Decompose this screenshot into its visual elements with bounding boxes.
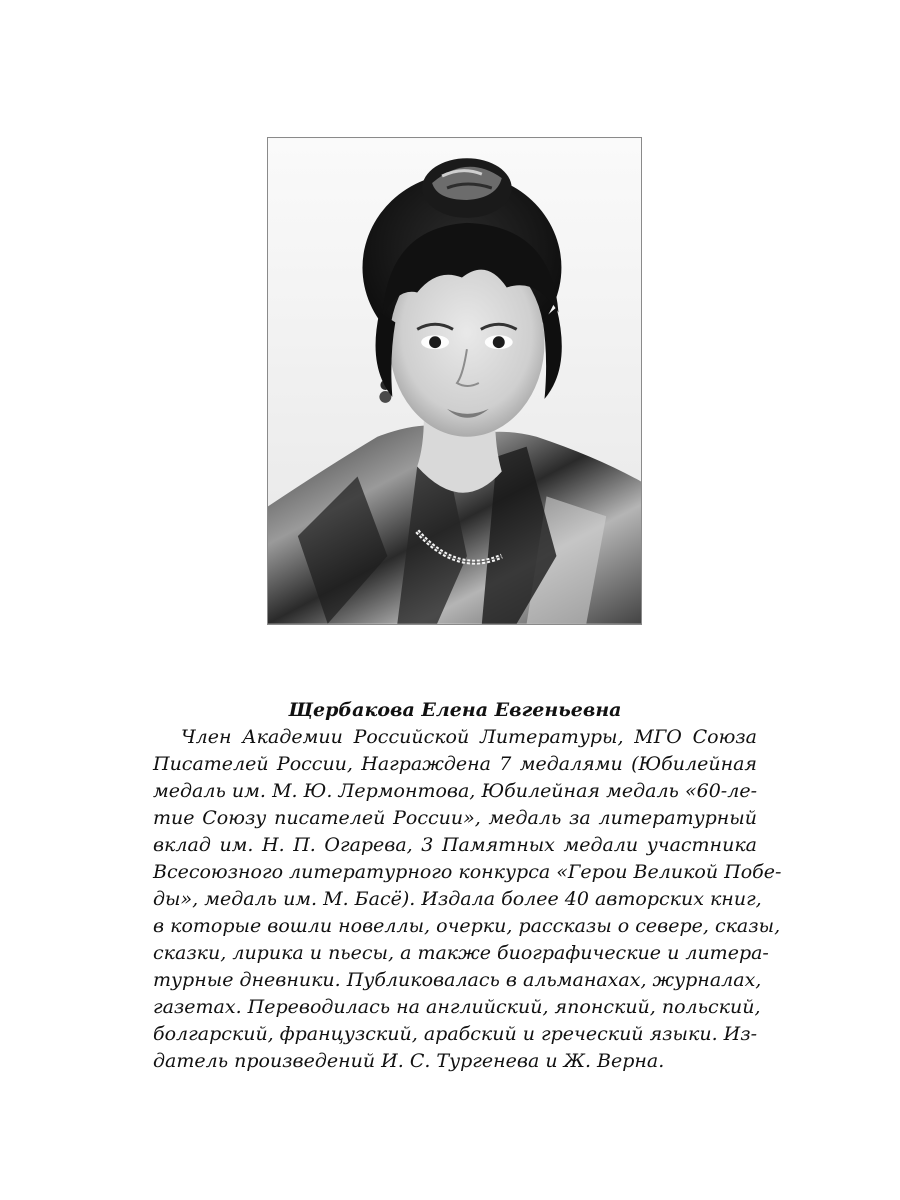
portrait-illustration <box>268 138 641 624</box>
bio-line: медаль им. М. Ю. Лермонтова, Юбилейная медаль «60-ле- <box>153 780 757 802</box>
bio-line: тие Союзу писателей России», медаль за литературный <box>153 807 757 829</box>
bio-line: ды», медаль им. М. Басё). Издала более 40 авторских книг, <box>153 888 762 910</box>
bio-line: турные дневники. Публиковалась в альманахах, журналах, <box>153 969 762 991</box>
author-name-heading: Щербакова Елена Евгеньевна <box>288 699 622 721</box>
bio-line: сказки, лирика и пьесы, а также биографические и литера- <box>153 942 769 964</box>
bio-line: вклад им. Н. П. Огарева, 3 Памятных медали участника <box>153 834 757 856</box>
bio-line: Писателей России, Награждена 7 медалями (Юбилейная <box>153 753 757 775</box>
author-biography <box>153 724 782 1075</box>
bio-line: болгарский, французский, арабский и греческий языки. Из- <box>153 1023 758 1045</box>
bio-line: в которые вошли новеллы, очерки, рассказы о севере, сказы, <box>153 915 781 937</box>
bio-line: газетах. Переводилась на английский, японский, польский, <box>153 996 761 1018</box>
bio-line: датель произведений И. С. Тургенева и Ж. Верна. <box>153 1050 665 1072</box>
author-portrait-photo <box>267 137 642 625</box>
author-caption <box>153 697 782 1075</box>
bio-line: Всесоюзного литературного конкурса «Герои Великой Побе- <box>153 861 782 883</box>
bio-line: Член Академии Российской Литературы, МГО Союза <box>181 726 757 748</box>
